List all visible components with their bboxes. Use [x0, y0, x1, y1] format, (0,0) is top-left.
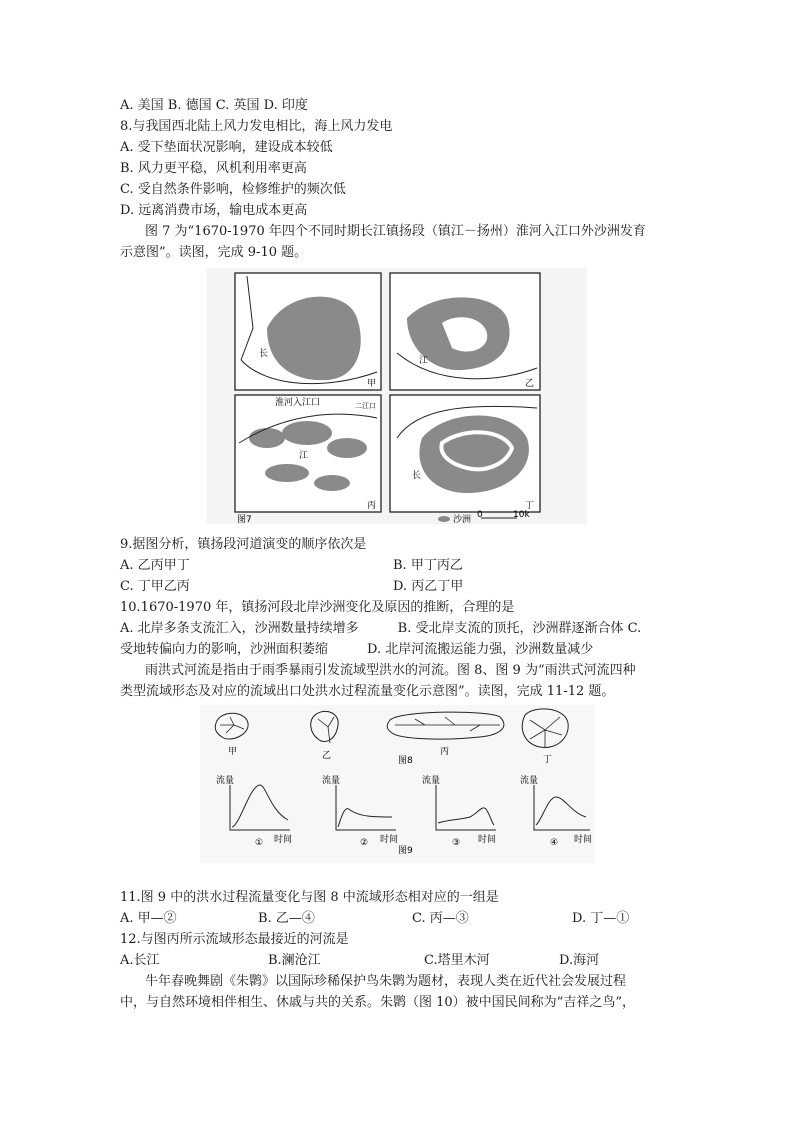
q11-option-a: A. 甲—② [120, 911, 177, 926]
panel-label-yi: 乙 [525, 379, 535, 389]
q10-line2: 受地转偏向力的影响，沙洲面积萎缩 D. 北岸河流搬运能力强，沙洲数量减少 [120, 642, 594, 657]
fig9-xlabel-1: 时间 [274, 835, 293, 845]
scale-start: 0 [477, 510, 483, 520]
panel-ding [390, 395, 540, 512]
q9-stem: 9.据图分析，镇扬段河道演变的顺序依次是 [120, 537, 367, 552]
basin-yi [311, 711, 338, 761]
figure7-legend: 沙洲 [453, 515, 472, 524]
figure9-caption: 图9 [398, 846, 413, 856]
fig9-ylabel-3: 流量 [422, 776, 441, 786]
fig8-label-yi: 乙 [322, 751, 332, 761]
intro2-line1: 雨洪式河流是指由于雨季暴雨引发流域型洪水的河流。图 8、图 9 为“雨洪式河流四种 [145, 663, 636, 678]
q12-stem: 12.与图丙所示流域形态最接近的河流是 [120, 932, 349, 947]
hydrograph-2 [322, 774, 398, 848]
q11-option-d: D. 丁—① [572, 911, 630, 926]
q8-option-d: D. 远离消费市场，输电成本更高 [120, 203, 308, 218]
hydrograph-3 [422, 774, 496, 848]
q9-option-d: D. 丙乙丁甲 [393, 579, 464, 594]
q11-stem: 11.图 9 中的洪水过程流量变化与图 8 中流域形态相对应的一组是 [120, 890, 499, 905]
q12-option-b: B.澜沧江 [268, 953, 321, 968]
intro3-line1: 牛年春晚舞剧《朱鹮》以国际珍稀保护鸟朱鹮为题材，表现人类在近代社会发展过程 [145, 974, 627, 989]
intro1-line2: 示意图”。读图，完成 9-10 题。 [120, 245, 308, 260]
fig9-xlabel-2: 时间 [380, 835, 399, 845]
panel-jia [235, 273, 381, 390]
fig9-ylabel-4: 流量 [520, 776, 539, 786]
fig9-ylabel-1: 流量 [216, 776, 235, 786]
q7-options: A. 美国 B. 德国 C. 英国 D. 印度 [120, 98, 308, 113]
hydrograph-4 [520, 774, 592, 848]
fig9-label-2: ② [360, 838, 369, 848]
scale-end: 10k [513, 510, 530, 520]
figure-7 [207, 268, 587, 524]
panel-yi [390, 273, 540, 390]
fig9-xlabel-3: 时间 [478, 835, 497, 845]
panel-label-bing: 丙 [367, 501, 377, 511]
label-huaihe-inlet: 淮河入江口 [275, 398, 321, 408]
q12-option-c: C.塔里木河 [424, 953, 490, 968]
fig9-label-3: ③ [452, 838, 461, 848]
q11-option-c: C. 丙—③ [412, 911, 469, 926]
q8-stem: 8.与我国西北陆上风力发电相比，海上风力发电 [120, 119, 393, 134]
q10-stem: 10.1670-1970 年，镇扬河段北岸沙洲变化及原因的推断，合理的是 [120, 600, 515, 615]
fig8-label-bing: 丙 [440, 747, 450, 757]
q9-option-c: C. 丁甲乙丙 [120, 579, 190, 594]
q8-option-b: B. 风力更平稳，风机利用率更高 [120, 161, 307, 176]
panel-bing [235, 395, 381, 512]
intro3-line2: 中，与自然环境相伴相生、休戚与共的关系。朱鹮（图 10）被中国民间称为“吉祥之鸟”， [120, 995, 635, 1010]
panel-label-jia: 甲 [367, 379, 377, 389]
q9-option-b: B. 甲丁丙乙 [393, 558, 463, 573]
q12-option-d: D.海河 [559, 953, 600, 968]
fig9-label-1: ① [255, 838, 264, 848]
figure7-caption: 图7 [237, 515, 252, 524]
label-chang: 长 [259, 349, 269, 359]
fig8-label-jia: 甲 [228, 747, 238, 757]
label-jiang-bing: 江 [299, 451, 309, 461]
figure-8-9 [200, 705, 595, 863]
label-erjiangkou: 二江口 [355, 402, 376, 410]
label-chang-ding: 长 [412, 471, 422, 481]
fig9-label-4: ④ [550, 838, 559, 848]
q10-line1: A. 北岸多条支流汇入，沙洲数量持续增多 B. 受北岸支流的顶托，沙洲群逐渐合体 C. [120, 621, 642, 636]
basin-jia [215, 713, 248, 757]
q9-option-a: A. 乙丙甲丁 [120, 558, 190, 573]
legend-swatch [438, 516, 450, 522]
q8-option-c: C. 受自然条件影响，检修维护的频次低 [120, 182, 346, 197]
fig8-label-ding: 丁 [543, 755, 553, 765]
intro2-line2: 类型流域形态及对应的流域出口处洪水过程流量变化示意图”。读图，完成 11-12 题。 [120, 684, 615, 699]
fig9-ylabel-2: 流量 [322, 776, 341, 786]
fig9-xlabel-4: 时间 [574, 835, 593, 845]
basin-ding [522, 709, 568, 765]
q11-option-b: B. 乙—④ [258, 911, 315, 926]
basin-bing [387, 712, 504, 757]
figure8-caption: 图8 [398, 756, 413, 766]
panel-label-ding: 丁 [525, 501, 535, 511]
q8-option-a: A. 受下垫面状况影响，建设成本较低 [120, 140, 333, 155]
q12-option-a: A.长江 [120, 953, 160, 968]
intro1-line1: 图 7 为“1670-1970 年四个不同时期长江镇扬段（镇江－扬州）淮河入江口外沙洲发育 [145, 224, 646, 239]
label-jiang-yi: 江 [419, 356, 429, 366]
hydrograph-1 [216, 774, 292, 848]
